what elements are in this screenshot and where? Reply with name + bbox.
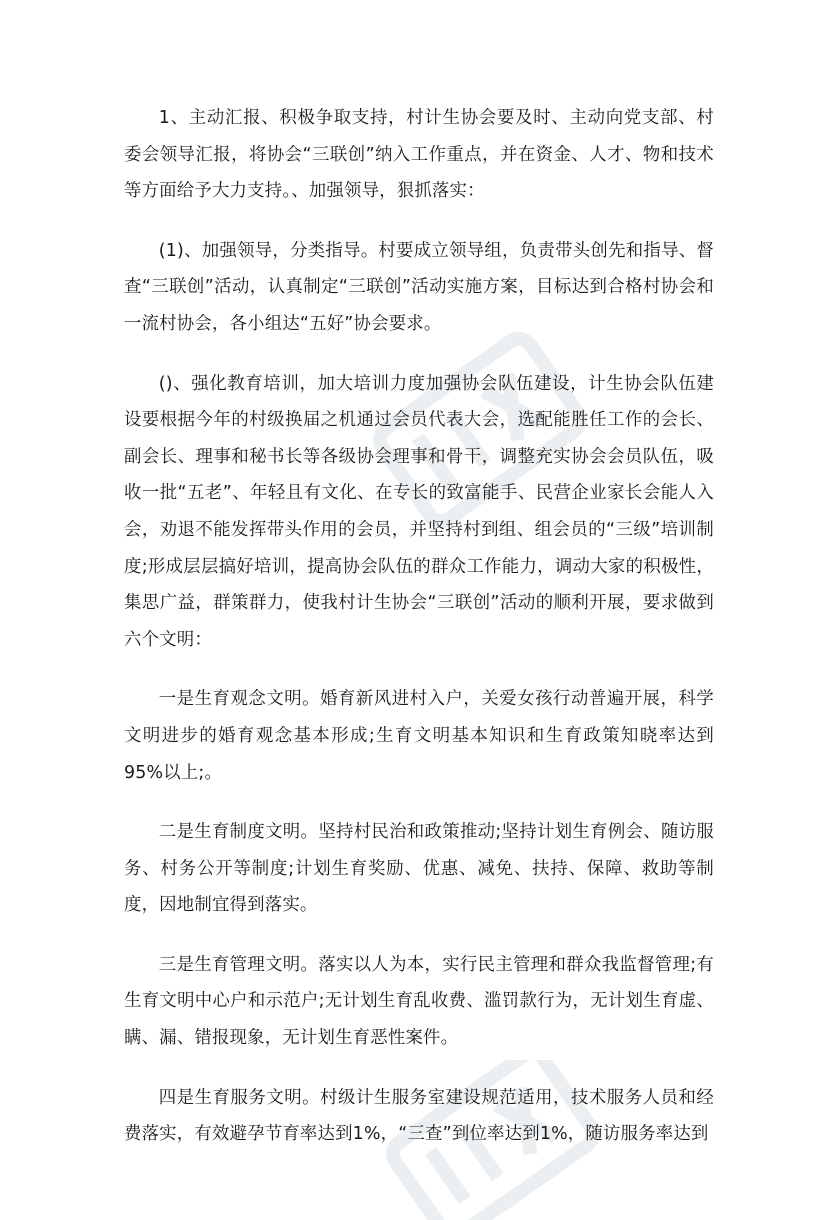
paragraph-4: 一是生育观念文明。婚育新风进村入户，关爱女孩行动普遍开展，科学文明进步的婚育观念基本形成;生育文明基本知识和生育政策知晓率达到95%以上;。 [124, 689, 714, 783]
paragraph-5: 二是生育制度文明。坚持村民治和政策推动;坚持计划生育例会、随访服务、村务公开等制度;计划生育奖励、优惠、减免、扶持、保障、救助等制度，因地制宜得到落实。 [124, 822, 714, 916]
paragraph-1: 1、主动汇报、积极争取支持，村计生协会要及时、主动向党支部、村委会领导汇报，将协会“三联创”纳入工作重点，并在资金、人才、物和技术等方面给予大力支持。、加强领导，狠抓落实： [124, 108, 714, 202]
document-body [124, 100, 714, 1176]
paragraph-7: 四是生育服务文明。村级计生服务室建设规范适用，技术服务人员和经费落实，有效避孕节育率达到1%，“三查”到位率达到1%，随访服务率达到 [124, 1087, 714, 1145]
paragraph-2: (1)、加强领导，分类指导。村要成立领导组，负责带头创先和指导、督查“三联创”活动，认真制定“三联创”活动实施方案，目标达到合格村协会和一流村协会，各小组达“五好”协会要求。 [124, 240, 714, 334]
paragraph-3: ()、强化教育培训，加大培训力度加强协会队伍建设，计生协会队伍建设要根据今年的村级换届之机通过会员代表大会，选配能胜任工作的会长、副会长、理事和秘书长等各级协会理事和骨干，调整充实协会会员队伍，吸收一批“五老”、年轻且有文化、在专长的致富能手、民营企业家长会能人入会，劝退不能发挥带头作用的会员，并坚持村到组、组会员的“三级”培训制度;形成层层搞好培训，提高协会队伍的群众工作能力，调动大家的积极性，集思广益，群策群力，使我村计生协会“三联创”活动的顺利开展，要求做到六个文明： [124, 373, 714, 650]
paragraph-6: 三是生育管理文明。落实以人为本，实行民主管理和群众我监督管理;有生育文明中心户和示范户;无计划生育乱收费、滥罚款行为，无计划生育虚、瞒、漏、错报现象，无计划生育恶性案件。 [124, 954, 714, 1049]
